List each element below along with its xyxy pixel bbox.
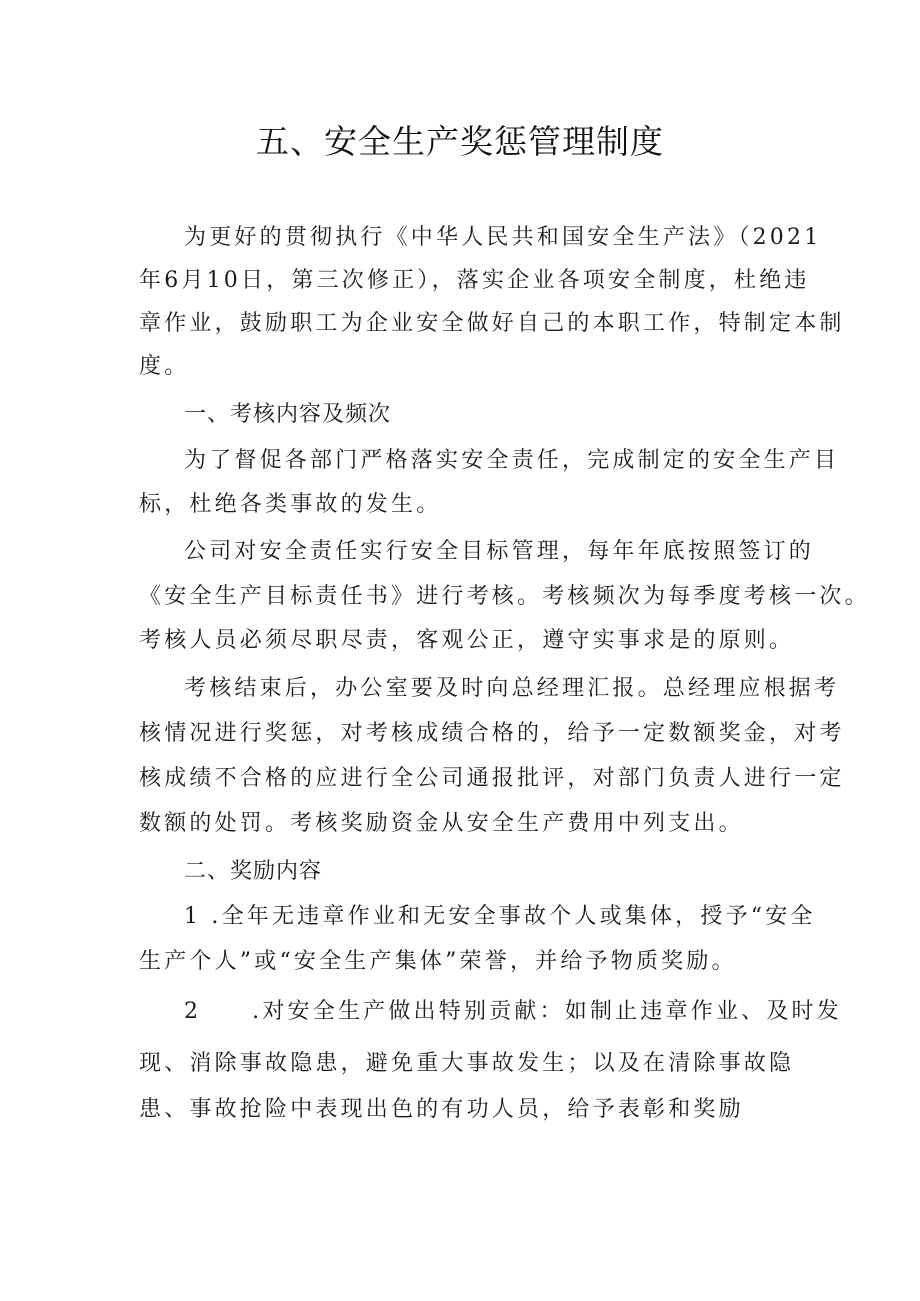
section-heading-rewards: 二、奖励内容 [184,859,323,884]
intro-line: 章作业，鼓励职工为企业安全做好自己的本职工作，特制定本制 [139,311,845,336]
paragraph-line: 公司对安全责任实行安全目标管理，每年年底按照签订的 [184,539,815,564]
paragraph-line: 核情况进行奖惩，对考核成绩合格的，给予一定数额奖金，对考 [139,721,845,746]
paragraph-line: 为了督促各部门严格落实安全责任，完成制定的安全生产目 [184,448,840,473]
intro-line: 年6月10日，第三次修正），落实企业各项安全制度，杜绝违 [139,268,810,293]
list-item-line: 患、事故抢险中表现出色的有功人员，给予表彰和奖励 [139,1097,744,1122]
document-title: 五、安全生产奖惩管理制度 [256,122,664,161]
paragraph-line: 考核结束后，办公室要及时向总经理汇报。总经理应根据考 [184,676,840,701]
list-item-line: 现、消除事故隐患，避免重大事故发生；以及在清除事故隐 [139,1051,795,1076]
paragraph-line: 标，杜绝各类事故的发生。 [139,492,442,517]
intro-line: 为更好的贯彻执行《中华人民共和国安全生产法》（2021 [184,225,822,250]
section-heading-assessment: 一、考核内容及频次 [184,402,392,427]
paragraph-line: 数额的处罚。考核奖励资金从安全生产费用中列支出。 [139,811,744,836]
list-item-line: 生产个人”或“安全生产集体”荣誉，并给予物质奖励。 [139,949,737,974]
list-item-line: 2 .对安全生产做出特别贡献：如制止违章作业、及时发 [184,999,842,1024]
paragraph-line: 考核人员必须尽职尽责，客观公正，遵守实事求是的原则。 [139,628,795,653]
intro-line: 度。 [139,354,190,379]
paragraph-line: 核成绩不合格的应进行全公司通报批评，对部门负责人进行一定 [139,766,845,791]
list-item-line: 1 .全年无违章作业和无安全事故个人或集体，授予“安全 [184,904,816,929]
paragraph-line: 《安全生产目标责任书》进行考核。考核频次为每季度考核一次。 [139,584,870,609]
